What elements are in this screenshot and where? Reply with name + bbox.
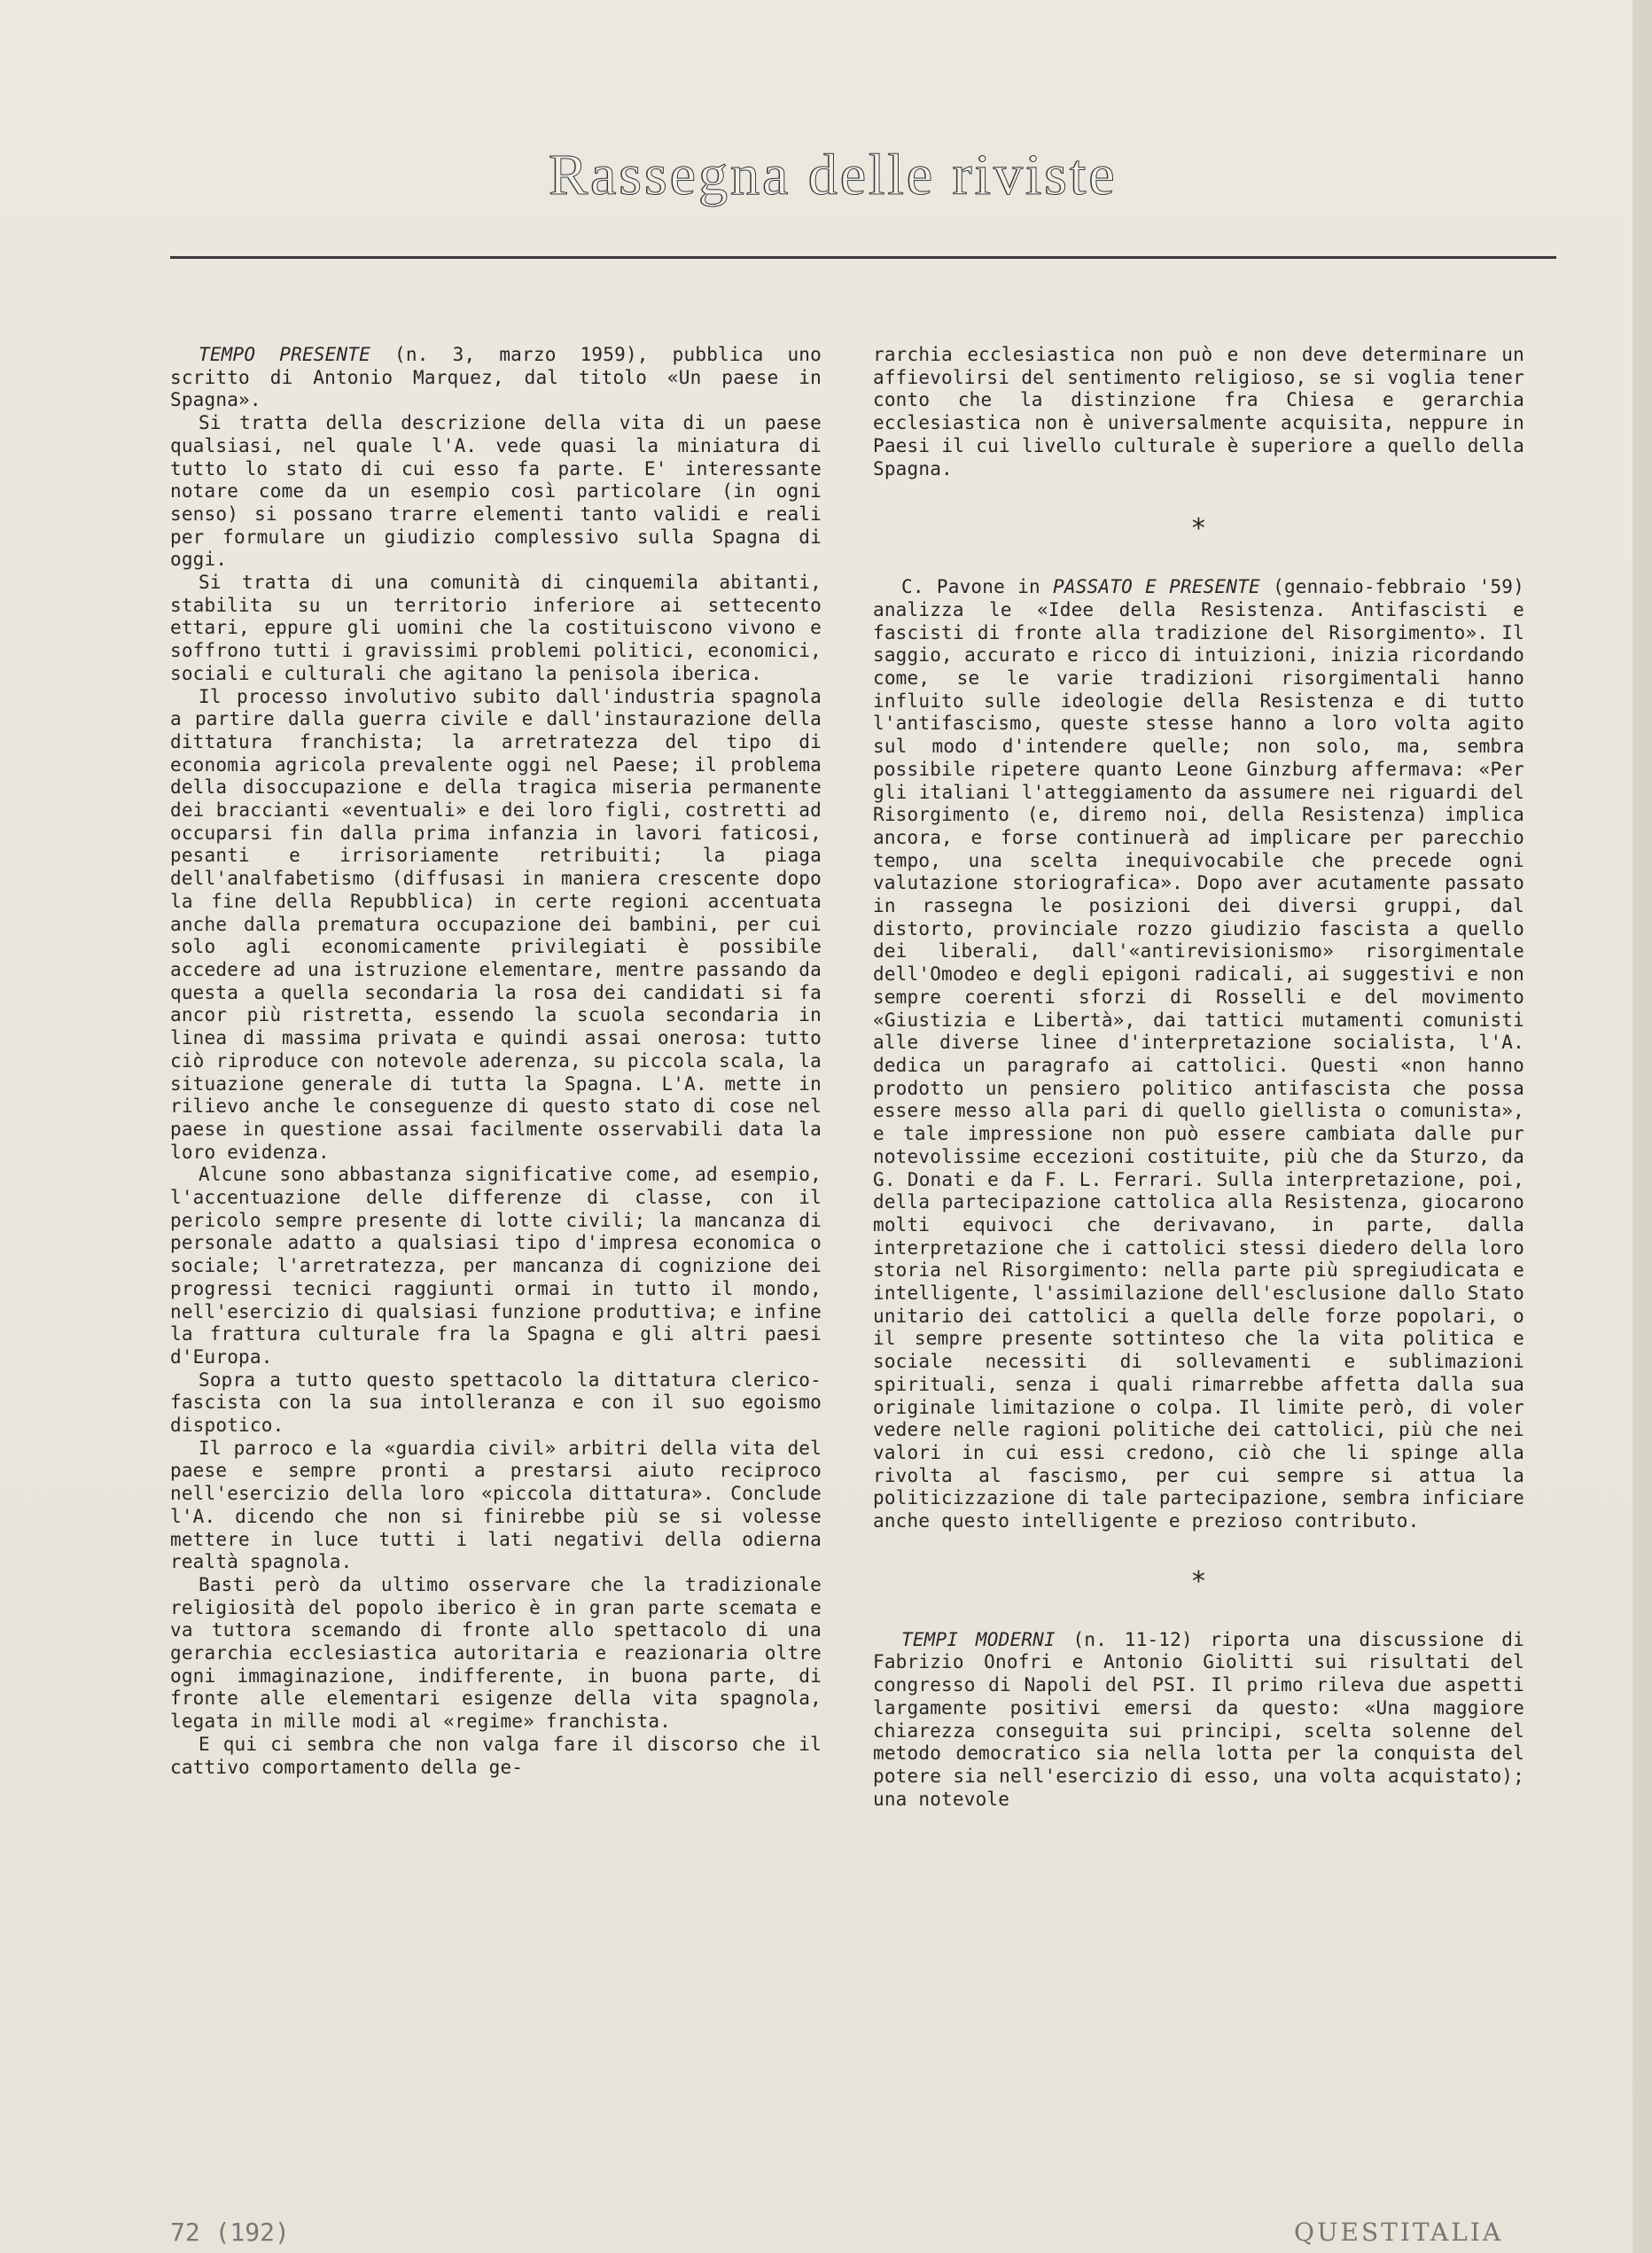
magazine-title: TEMPO PRESENTE [199,344,370,365]
paragraph [873,1629,1524,1812]
paragraph: Si tratta di una comunità di cinquemila abitanti, stabilita su un territorio inferiore ai settecento ettari, eppure gli uomini che la costituiscono vivono e soffrono tutti i gravissimi problemi politici, economici, sociali e culturali che agitano la penisola iberica. [170,572,822,684]
journal-name: QUESTITALIA [1294,2218,1504,2247]
magazine-title: PASSATO E PRESENTE [1053,576,1260,598]
magazine-title: TEMPI MODERNI [901,1628,1056,1650]
paragraph: Basti però da ultimo osservare che la tradizionale religiosità del popolo iberico è in gran parte scemata e va tuttora scemando di fronte allo spettacolo di una gerarchia ecclesiastica autoritaria e reazionaria oltre ogni immaginazione, indifferente, in buona parte, di fronte alle elementari esigenze della vita spagnola, legata in mille modi al «regime» franchista. [170,1573,822,1733]
paragraph-text: C. Pavone in [901,576,1054,598]
paragraph: Il parroco e la «guardia civil» arbitri della vita del paese e sempre pronti a prestarsi aiuto reciproco nell'esercizio della loro «piccola dittatura». Conclude l'A. dicendo che non si finirebbe più se si volesse mettere in luce tutti i lati negativi della odierna realtà spagnola. [170,1437,822,1573]
page-edge [1633,0,1652,2253]
paragraph: Si tratta della descrizione della vita di un paese qualsiasi, nel quale l'A. vede quasi la miniatura di tutto lo stato di cui esso fa parte. E' interessante notare come da un esempio così particolare (in ogni senso) si possano trarre elementi tanto validi e reali per formulare un giudizio complessivo sulla Spagna di oggi. [170,412,822,571]
paragraph: Il processo involutivo subito dall'industria spagnola a partire dalla guerra civile e dall'instaurazione della dittatura franchista; la arretratezza del tipo di economia agricola prevalente oggi nel Paese; il problema della disoccupazione e della tragica miseria permanente dei braccianti «eventuali» e dei loro figli, costretti ad occuparsi fin dalla prima infanzia in lavori faticosi, pesanti e irrisoriamente retribuiti; la piaga dell'analfabetismo (diffusasi in maniera crescente dopo la fine della Repubblica) in certe regioni accentuata anche dalla prematura occupazione dei bambini, per cui solo agli economicamente privilegiati è possibile accedere ad una istruzione elementare, mentre passando da questa a quella secondaria la rosa dei candidati si fa ancor più ristretta, essendo la scuola secondaria in linea di massima privata e quindi assai onerosa: tutto ciò riproduce con notevole aderenza, su piccola scala, la situazione generale di tutta la Spagna. L'A. mette in rilievo anche le conseguenze di questo stato di cose nel paese in questione assai facilmente osservabili data la loro evidenza. [170,685,822,1163]
paragraph: rarchia ecclesiastica non può e non deve determinare un affievolirsi del sentimento religioso, se si voglia tener conto che la distinzione fra Chiesa e gerarchia ecclesiastica non è universalmente acquisita, neppure in Paesi il cui livello culturale è superiore a quello della Spagna. [873,344,1524,479]
left-column [170,344,822,1779]
paragraph: Sopra a tutto questo spettacolo la dittatura clerico-fascista con la sua intolleranza e con il suo egoismo dispotico. [170,1368,822,1437]
paragraph-text: (n. 11-12) riporta una discussione di Fabrizio Onofri e Antonio Giolitti sui risultati del congresso di Napoli del PSI. Il primo rileva due aspetti largamente positivi emersi da questo: «Una maggiore chiarezza conseguita sui principi, scelta solenne del metodo democratico sia nella lotta per la conquista del potere sia nell'esercizio di esso, una volta acquistato); una notevole [873,1628,1524,1810]
paragraph: Alcune sono abbastanza significative come, ad esempio, l'accentuazione delle differenze di classe, con il pericolo sempre presente di lotte civili; la mancanza di personale adatto a qualsiasi tipo d'impresa economica o sociale; l'arretratezza, per mancanza di cognizione dei progressi tecnici raggiunti ormai in tutto il mondo, nell'esercizio di qualsiasi funzione produttiva; e infine la frattura culturale fra la Spagna e gli altri paesi d'Europa. [170,1164,822,1368]
paragraph: E qui ci sembra che non valga fare il discorso che il cattivo comportamento della ge- [170,1733,822,1778]
page-number: 72 (192) [170,2218,290,2247]
right-column [873,344,1524,1811]
section-separator: * [1190,513,1207,545]
heading-rule [170,256,1556,259]
page-heading: Rassegna delle riviste [549,143,1118,207]
paragraph-text: (n. 3, marzo 1959), pubblica uno scritto di Antonio Marquez, dal titolo «Un paese in Spagna». [170,344,822,411]
paragraph [170,344,822,412]
section-separator: * [1190,1565,1207,1597]
paragraph-text: (gennaio-febbraio '59) analizza le «Idee della Resistenza. Antifascisti e fascisti di fronte alla tradizione del Risorgimento». Il saggio, accurato e ricco di intuizioni, inizia ricordando come, se le varie tradizioni risorgimentali hanno influito sulle ideologie della Resistenza e di tutto l'antifascismo, queste stesse hanno a loro volta agito sul modo d'intendere quelle; non solo, ma, sembra possibile ripetere quanto Leone Ginzburg affermava: «Per gli italiani l'atteggiamento da assumere nei riguardi del Risorgimento (e, diremo noi, della Resistenza) implica ancora, e forse continuerà ad implicare per parecchio tempo, una scelta inequivocabile che precede ogni valutazione storiografica». Dopo aver acutamente passato in rassegna le posizioni dei diversi gruppi, dal distorto, provinciale rozzo giudizio fascista a quello dei liberali, dall'«antirevisionismo» risorgimentale dell'Omodeo e degli epigoni radicali, ai suggestivi e non sempre coerenti sforzi di Rosselli e del movimento «Giustizia e Libertà», dai tattici mutamenti comunisti alle diverse linee d'interpretazione socialista, l'A. dedica un paragrafo ai cattolici. Questi «non hanno prodotto un pensiero politico antifascista che possa essere messo alla pari di quello giellista o comunista», e tale impressione non può essere cambiata dalle pur notevolissime eccezioni costituite, più che da Sturzo, da G. Donati e da F. L. Ferrari. Sulla interpretazione, poi, della partecipazione cattolica alla Resistenza, giocarono molti equivoci che derivavano, in parte, dalla interpretazione che i cattolici stessi diedero della loro storia nel Risorgimento: nella parte più spregiudicata e intelligente, l'assimilazione dell'esclusione dallo Stato unitario dei cattolici a quella delle forze popolari, o il sempre presente sottinteso che la vita politica e sociale necessiti di sollevamenti e sublimazioni spirituali, senza i quali rimarrebbe affetta dalla sua originale limitazione o colpa. Il limite però, di voler vedere nelle ragioni politiche dei cattolici, più che nei valori in cui essi credono, ciò che li spinge alla rivolta al fascismo, per cui sempre si attua la politicizzazione di tale partecipazione, sembra inficiare anche questo intelligente e prezioso contributo. [873,576,1524,1532]
paragraph [873,576,1524,1533]
